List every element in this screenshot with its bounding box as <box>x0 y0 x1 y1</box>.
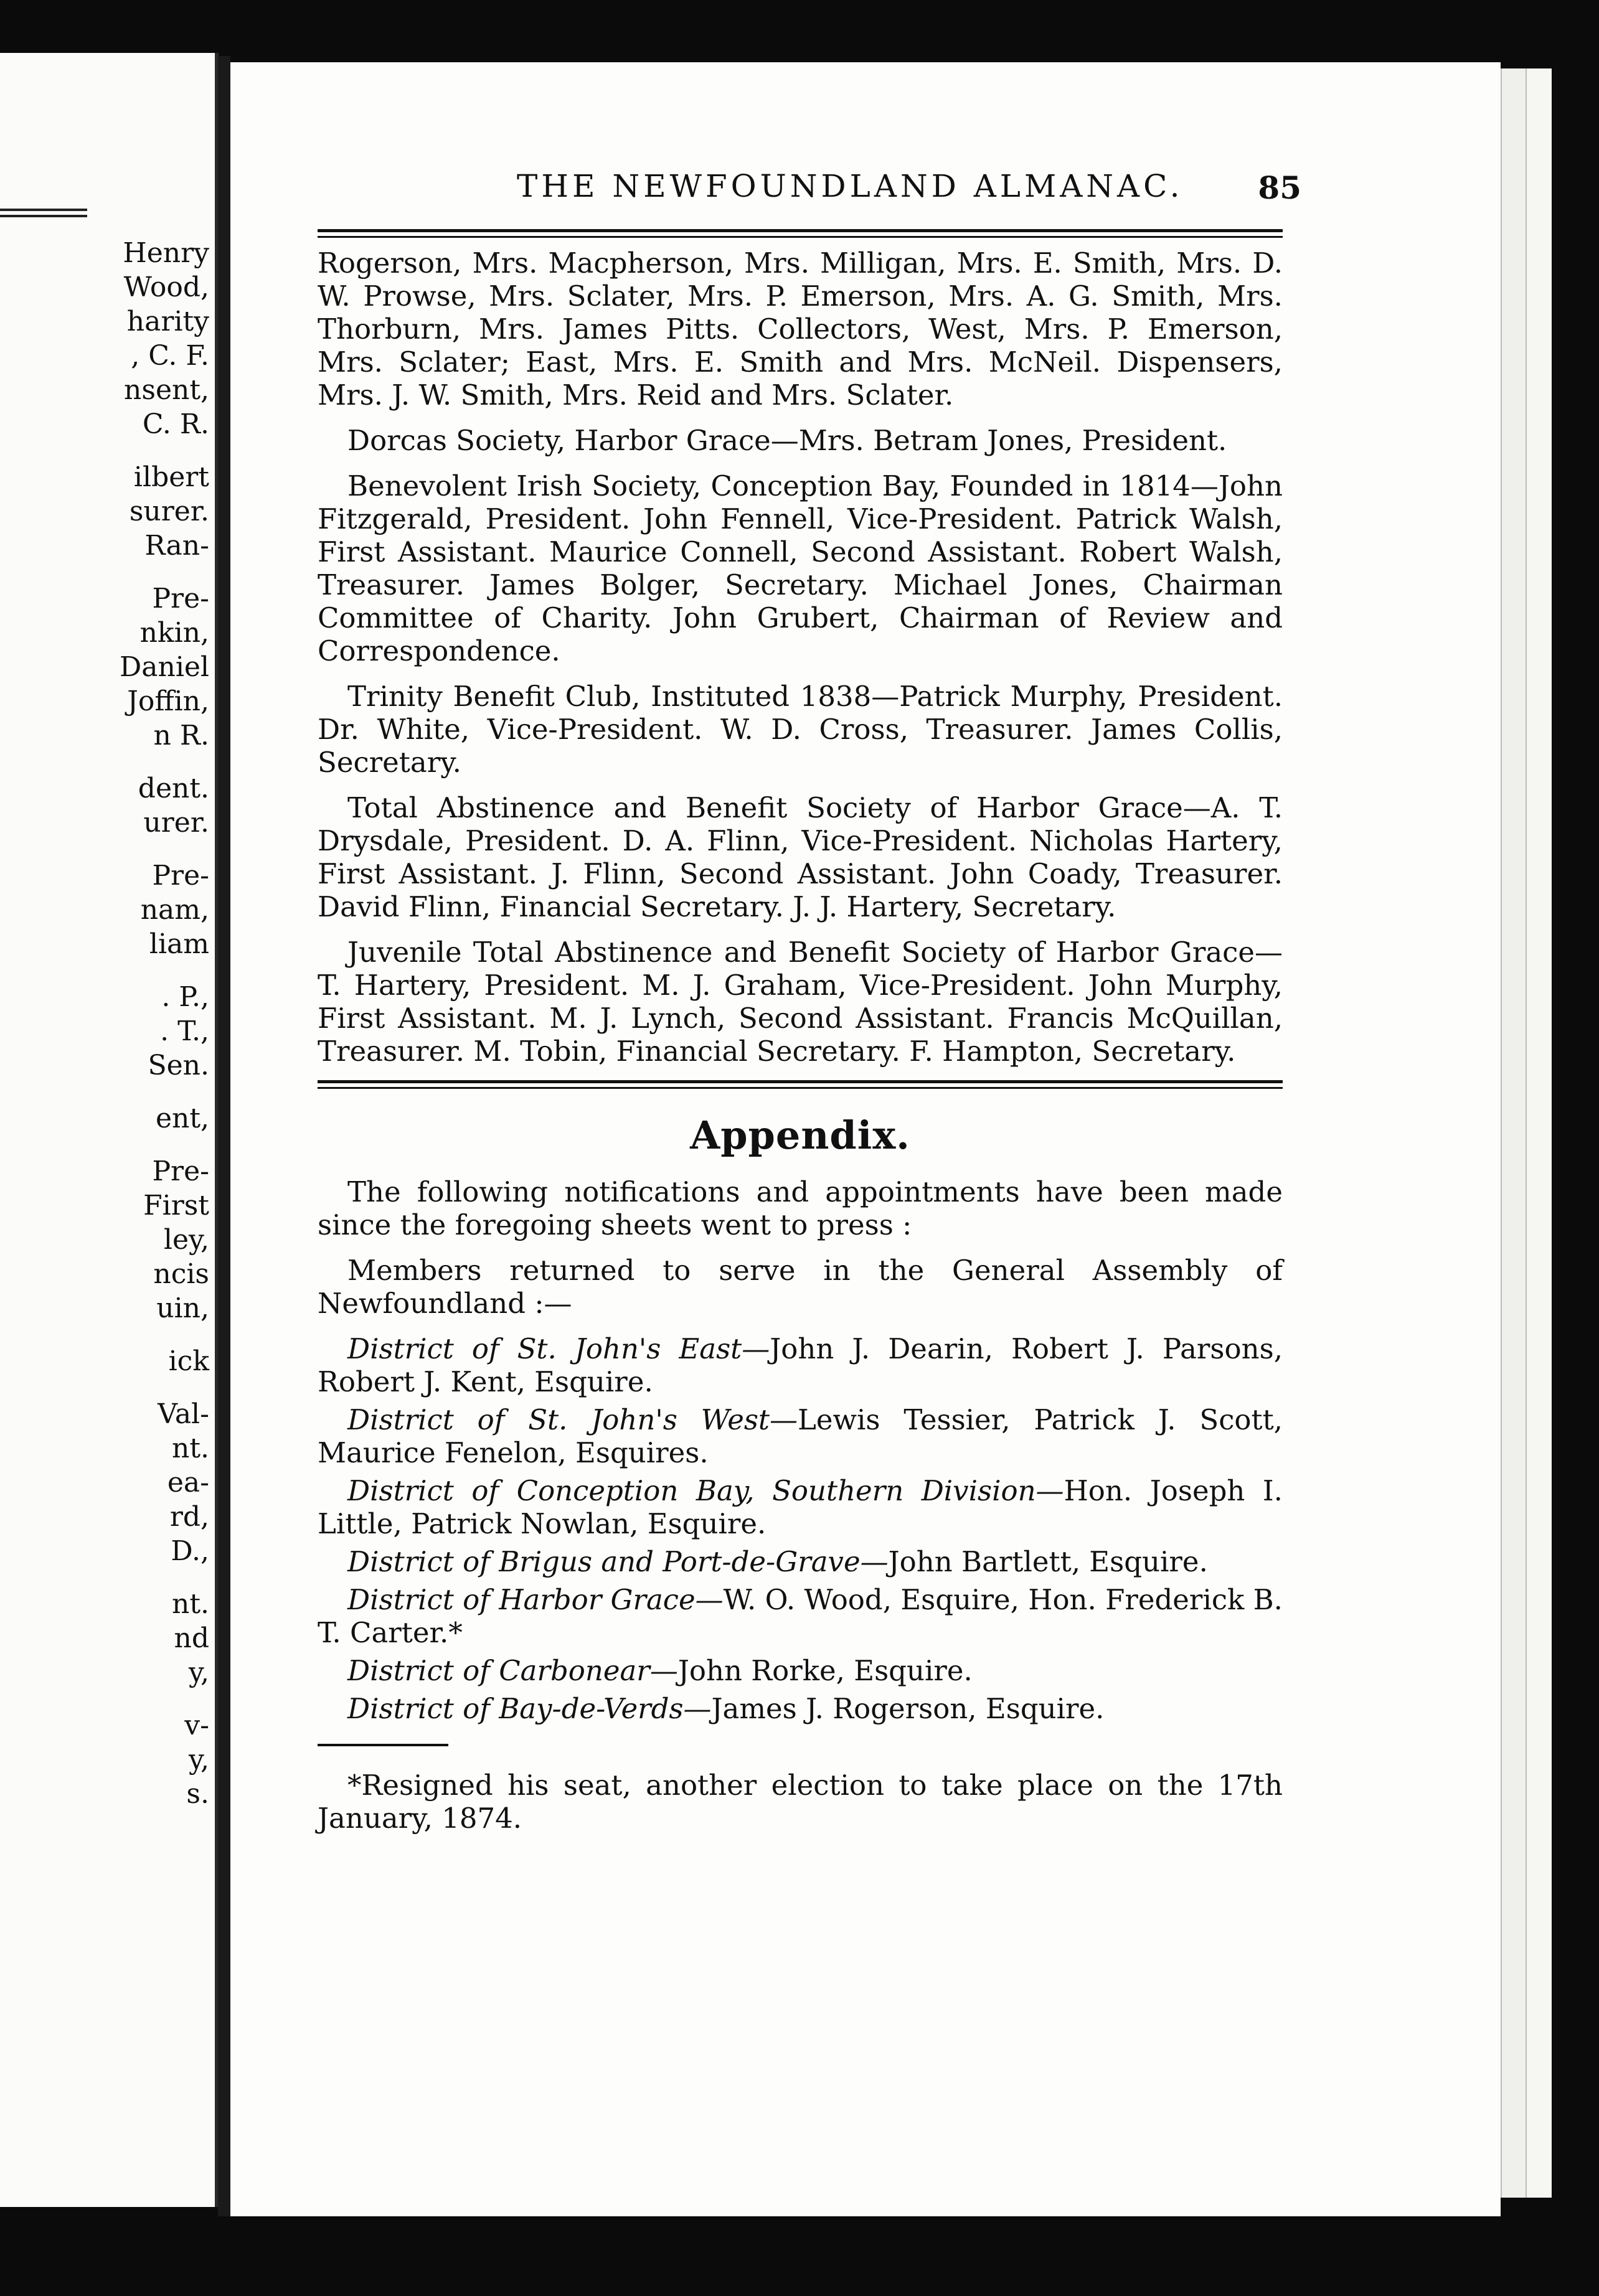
district-entry <box>318 1692 1283 1725</box>
left-page-fragment: s. <box>186 1778 209 1810</box>
district-name: District of Carbonear— <box>347 1654 678 1687</box>
left-page-fragment: nsent, <box>124 374 209 406</box>
left-page-fragment: First <box>143 1190 209 1221</box>
left-page-fragment: harity <box>126 306 209 337</box>
page-header <box>318 168 1301 218</box>
left-page-fragment: Pre- <box>152 583 209 614</box>
district-name: District of Brigus and Port-de-Grave— <box>347 1545 889 1578</box>
left-page-fragment: nam, <box>140 894 209 926</box>
left-page-fragment: Henry <box>123 237 209 269</box>
left-page-fragment: dent. <box>138 773 209 804</box>
left-page-fragment: Pre- <box>152 1155 209 1187</box>
society-entry: Trinity Benefit Club, Instituted 1838—Patrick Murphy, President. Dr. White, Vice-President. W. D. Cross, Treasurer. James Collis, Secretary. <box>318 680 1283 779</box>
district-members: James J. Rogerson, Esquire. <box>711 1692 1105 1725</box>
society-entry: Total Abstinence and Benefit Society of Harbor Grace—A. T. Drysdale, President. D. A. Flinn, Vice-President. Nicholas Hartery, First Assistant. J. Flinn, Second Assistant. John Coady, Treasurer. David Flinn, Financial Secretary. J. J. Hartery, Secretary. <box>318 791 1283 923</box>
society-entry: Rogerson, Mrs. Macpherson, Mrs. Milligan, Mrs. E. Smith, Mrs. D. W. Prowse, Mrs. Sclater, Mrs. P. Emerson, Mrs. A. G. Smith, Mrs. Thorburn, Mrs. James Pitts. Collectors, West, Mrs. P. Emerson, Mrs. Sclater; East, Mrs. E. Smith and Mrs. McNeil. Dispensers, Mrs. J. W. Smith, Mrs. Reid and Mrs. Sclater. <box>318 247 1283 412</box>
left-page-fragment: n R. <box>153 720 209 751</box>
district-members: John Bartlett, Esquire. <box>888 1545 1208 1578</box>
appendix-intro: The following notifications and appointments have been made since the foregoing sheets went to press : <box>318 1175 1283 1241</box>
book-gutter <box>218 56 230 2216</box>
left-page-fragment: Joffin, <box>127 685 209 717</box>
left-page-fragment: v- <box>184 1710 209 1741</box>
district-entry <box>318 1474 1283 1540</box>
left-page-fragment: , C. F. <box>131 340 209 372</box>
running-title: THE NEWFOUNDLAND ALMANAC. <box>517 168 1184 204</box>
left-page-fragment: liam <box>149 928 209 960</box>
district-members: Lewis Tessier, Patrick J. Scott, Maurice Fenelon, Esquires. <box>318 1403 1283 1469</box>
left-page-fragment: ea- <box>167 1467 209 1499</box>
left-page-fragment: urer. <box>143 807 209 839</box>
left-page-fragment: Sen. <box>148 1050 209 1081</box>
district-entry <box>318 1403 1283 1469</box>
left-page-rule <box>0 209 87 221</box>
left-page-fragment: rd, <box>169 1501 209 1533</box>
page-edge <box>1501 68 1527 2198</box>
footnote: *Resigned his seat, another election to take place on the 17th January, 1874. <box>318 1769 1283 1835</box>
district-name: District of St. John's East— <box>347 1332 770 1365</box>
district-entry <box>318 1583 1283 1649</box>
members-intro: Members returned to serve in the General Assembly of Newfoundland :— <box>318 1254 1283 1320</box>
left-page-fragment: ilbert <box>133 461 209 493</box>
left-page-fragment: ley, <box>163 1224 209 1256</box>
left-page-fragment: Wood, <box>123 271 209 303</box>
page-edge <box>1526 68 1552 2198</box>
left-page-fragment: Ran- <box>144 530 209 562</box>
left-page-fragment: . P., <box>161 981 209 1013</box>
left-page-fragment: Val- <box>158 1398 209 1430</box>
society-entry: Dorcas Society, Harbor Grace—Mrs. Betram Jones, President. <box>347 424 1227 457</box>
footnote-rule <box>318 1744 448 1746</box>
society-entry: Benevolent Irish Society, Conception Bay, Founded in 1814—John Fitzgerald, President. John Fennell, Vice-President. Patrick Walsh, First Assistant. Maurice Connell, Second Assistant. Robert Walsh, Treasurer. James Bolger, Secretary. Michael Jones, Chairman Committee of Charity. John Grubert, Chairman of Review and Correspondence. <box>318 469 1283 667</box>
left-page-fragment: Pre- <box>152 860 209 892</box>
left-page-fragment: y, <box>189 1657 209 1688</box>
district-entry <box>318 1332 1283 1398</box>
left-page-fragment: D., <box>171 1535 209 1567</box>
district-name: District of Harbor Grace— <box>347 1583 724 1616</box>
district-members: W. O. Wood, Esquire, Hon. Frederick B. T. Carter.* <box>318 1583 1283 1649</box>
society-entry: Juvenile Total Abstinence and Benefit Society of Harbor Grace—T. Hartery, President. M. J. Graham, Vice-President. John Murphy, First Assistant. M. J. Lynch, Second Assistant. Francis McQuillan, Treasurer. M. Tobin, Financial Secretary. F. Hampton, Secretary. <box>318 936 1283 1068</box>
left-page-fragment: ick <box>168 1345 209 1377</box>
left-page-fragment: nd <box>174 1622 209 1654</box>
district-entry <box>318 1545 1283 1578</box>
left-page-fragment: ncis <box>153 1258 209 1290</box>
district-members: Hon. Joseph I. Little, Patrick Nowlan, Esquire. <box>318 1474 1283 1540</box>
district-name: District of Conception Bay, Southern Division— <box>347 1474 1064 1507</box>
left-page-fragment: nt. <box>171 1433 209 1464</box>
left-page-fragment: y, <box>189 1744 209 1776</box>
district-members: John J. Dearin, Robert J. Parsons, Robert J. Kent, Esquire. <box>318 1332 1283 1398</box>
page-content <box>318 168 1301 1847</box>
district-name: District of St. John's West— <box>347 1403 798 1436</box>
left-page-fragment: uin, <box>156 1292 209 1324</box>
left-page-fragment: C. R. <box>142 408 209 440</box>
left-page-fragment: . T., <box>160 1015 209 1047</box>
header-rule <box>318 229 1283 238</box>
district-members: John Rorke, Esquire. <box>677 1654 973 1687</box>
left-page-fragment: Daniel <box>119 651 209 683</box>
page-number: 85 <box>1258 169 1301 206</box>
district-entry <box>318 1654 1283 1687</box>
district-name: District of Bay-de-Verds— <box>347 1692 712 1725</box>
left-page-fragment: surer. <box>129 496 209 527</box>
appendix-heading: Appendix. <box>690 1113 910 1158</box>
left-page-fragment: nkin, <box>139 617 209 649</box>
left-page-fragment: nt. <box>171 1588 209 1620</box>
section-rule <box>318 1080 1283 1089</box>
left-page <box>0 53 219 2207</box>
left-page-fragment: ent, <box>155 1103 209 1134</box>
